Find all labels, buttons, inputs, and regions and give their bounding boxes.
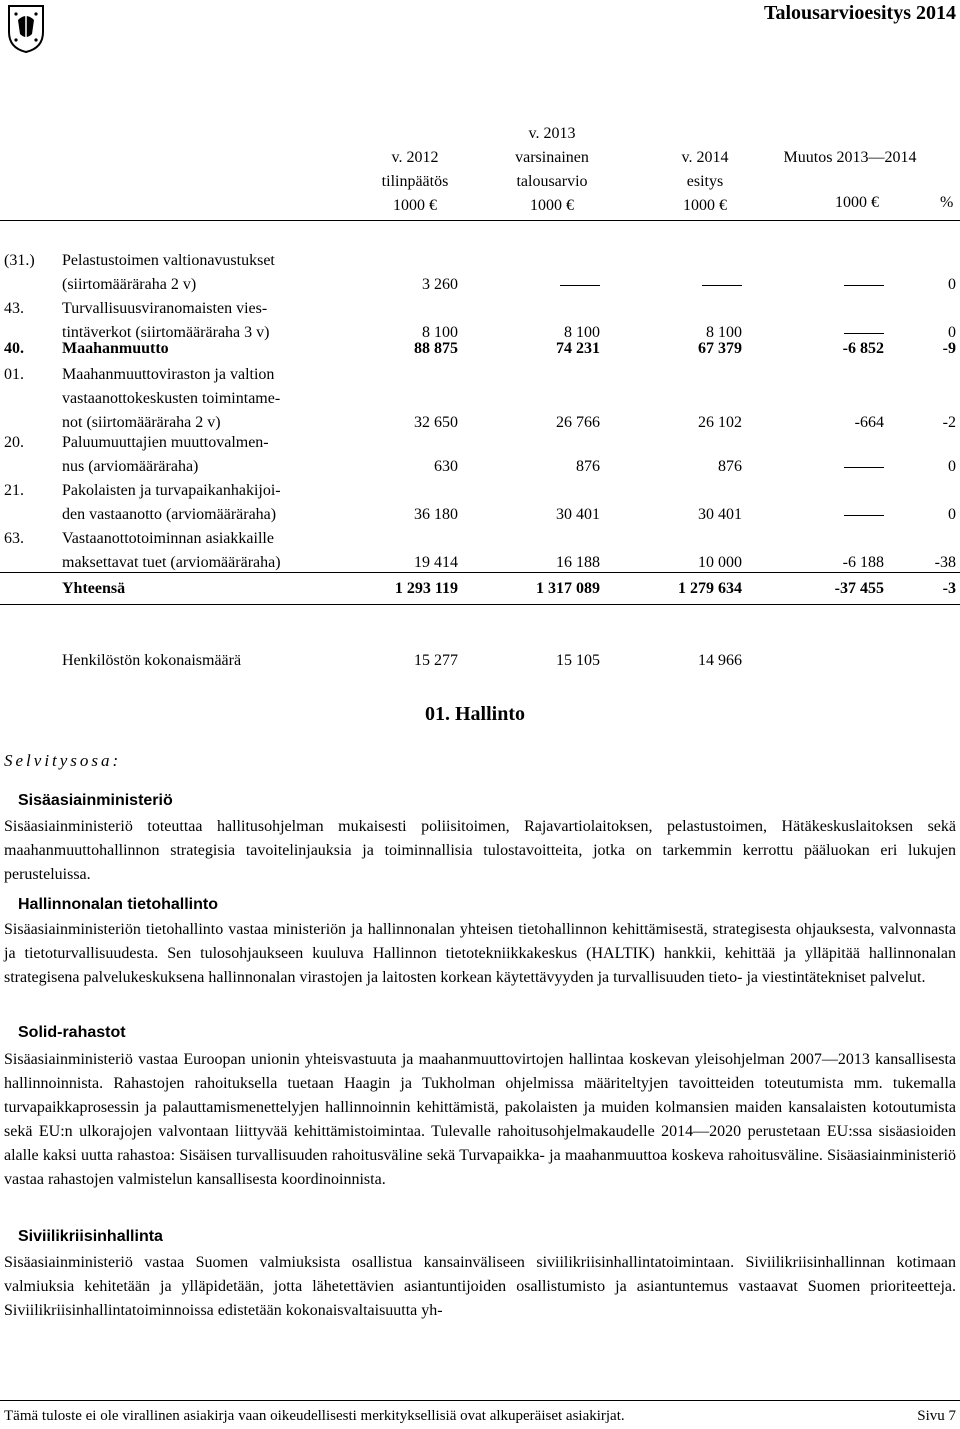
cell-2012: 19 414 [414,554,458,571]
total-2013: 1 317 089 [536,580,600,597]
cell-pct: -38 [934,554,956,571]
cell-2013: 26 766 [556,414,600,431]
row-label: Maahanmuuttoviraston ja valtion [62,366,275,383]
cell-2014 [702,276,742,294]
page-number: Sivu 7 [917,1408,956,1424]
row-label: vastaanottokeskusten toimintame- [62,390,281,407]
col-header-change-unit: 1000 € [835,194,879,211]
staff-2012: 15 277 [414,652,458,669]
cell-2013: 876 [576,458,600,475]
paragraph-solid-rahastot: Sisäasiainministeriö vastaa Euroopan unionin yhteisvastuuta ja maahanmuuttovirtojen hallintaa koskevan yleisohjelman 2007—2013 kansallisesta hallinnoinnista. Rahastojen rahoituksella tuetaan Haagin ja Tukholman ohjelmissa määriteltyjen tavoitteiden toteutumista mm. tukemalla turvapaikkaprosessin ja palauttamismenettelyjen hallinnoinnin kehittämistä, pakolaisten ja muiden kolmansien maiden kansalaisten kotoutumista sekä EU:n ulkorajojen valvontaan liittyvää kehittämistoimintaa. Tulevalle rahoitusohjelmakaudelle 2014—2020 perustetaan EU:ssa sisäasioiden alalle kaksi uutta rahastoa: Sisäisen turvallisuuden rahoitusväline sekä Turvapaikka- ja maahanmuuttoa koskeva rahoitusväline. Sisäasiainministeriö vastaa rahastojen valmistelun kansallisesta koordinoinnista. [4,1051,956,1188]
header-rule [0,220,960,221]
staff-2013: 15 105 [556,652,600,669]
cell-diff: -6 852 [842,340,884,357]
heading-solid-rahastot: Solid-rahastot [18,1024,126,1041]
dash-mark [702,285,742,286]
total-2012: 1 293 119 [394,580,458,597]
footer-rule [0,1400,960,1401]
cell-2014: 8 100 [706,324,742,341]
cell-diff [844,506,884,524]
coat-of-arms-logo [6,4,46,54]
heading-sisaasiainministerio: Sisäasiainministeriö [18,792,173,809]
row-label: (siirtomääräraha 2 v) [62,276,197,293]
cell-2012: 630 [434,458,458,475]
cell-2013: 16 188 [556,554,600,571]
row-number: 21. [4,482,24,499]
row-label: Vastaanottotoiminnan asiakkaille [62,530,274,547]
cell-2013: 30 401 [556,506,600,523]
cell-2014: 26 102 [698,414,742,431]
cell-2012: 8 100 [422,324,458,341]
cell-pct: 0 [948,276,956,293]
cell-2014: 67 379 [698,340,742,357]
cell-2014: 876 [718,458,742,475]
total-bottom-rule [0,604,960,605]
row-number: 63. [4,530,24,547]
heading-tietohallinto: Hallinnonalan tietohallinto [18,896,218,913]
cell-2012: 36 180 [414,506,458,523]
heading-siviilikriisinhallinta: Siviilikriisinhallinta [18,1228,163,1245]
cell-diff [844,458,884,476]
cell-diff [844,276,884,294]
cell-diff: -664 [854,414,884,431]
cell-2012: 3 260 [422,276,458,293]
row-label: Paluumuuttajien muuttovalmen- [62,434,269,451]
cell-2014: 10 000 [698,554,742,571]
row-number: 01. [4,366,24,383]
row-label: den vastaanotto (arviomääräraha) [62,506,277,523]
selvitysosa-label: Selvitysosa: [4,751,122,770]
paragraph-sisaasiainministerio: Sisäasiainministeriö toteuttaa hallitusohjelman mukaisesti poliisitoimen, Rajavartiolaitoksen, pelastustoimen, Hätäkeskuslaitoksen sekä maahanmuuttohallinnon strategisia tavoitelinjauksia ja toiminnallisia tulostavoitteita, jotka on tarkemmin kerrottu pääluokan eri lukujen perusteluissa. [4,818,956,883]
staff-label: Henkilöstön kokonaismäärä [62,652,242,669]
row-label: Turvallisuusviranomaisten vies- [62,300,268,317]
cell-pct: 0 [948,324,956,341]
row-label: Pakolaisten ja turvapaikanhakijoi- [62,482,281,499]
cell-2014: 30 401 [698,506,742,523]
row-label: Maahanmuutto [62,340,169,357]
paragraph-siviilikriisinhallinta: Sisäasiainministeriö vastaa Suomen valmiuksista osallistua kansainväliseen siviilikriisinhallintatoimintaan. Siviilikriisinhallinnan kotimaan valmiuksia kehitetään ja ylläpidetään, jotta lähetettävien asiantuntijoiden osallistumisto ja asiantuntemus vastaavat Suomen prioriteetteja. Siviilikriisinhallintatoiminnoissa edistetään kokonaisvaltaisuutta yh- [4,1254,956,1319]
row-number: (31.) [4,252,35,269]
col-header-2013: v. 2013 varsinainen talousarvio 1000 € [515,125,589,214]
total-pct: -3 [942,580,956,597]
dash-mark [844,467,884,468]
cell-2012: 88 875 [414,340,458,357]
cell-2012: 32 650 [414,414,458,431]
cell-2013 [560,276,600,294]
col-header-change: Muutos 2013—2014 [783,149,917,166]
cell-2013: 74 231 [556,340,600,357]
row-label: tintäverkot (siirtomääräraha 3 v) [62,324,270,341]
col-header-pct: % [940,194,954,211]
total-label: Yhteensä [62,580,126,597]
row-number: 43. [4,300,24,317]
col-header-2014: v. 2014 esitys 1000 € [681,149,729,214]
cell-pct: 0 [948,458,956,475]
footer-note: Tämä tuloste ei ole virallinen asiakirja vaan oikeudellisesti merkityksellisiä ovat alkuperäiset asiakirjat. [4,1408,625,1424]
row-label: maksettavat tuet (arviomääräraha) [62,554,281,571]
paragraph-tietohallinto: Sisäasiainministeriön tietohallinto vastaa ministeriön ja hallinnonalan yhteisen tietohallinnon kehittämisestä, strategisesta ohjauksesta, valvonnasta ja tietoturvallisuudesta. Sen tulosohjaukseen kuuluva Hallinnon tietotekniikkakeskus (HALTIK) hankkii, kehittää ja ylläpitää hallinnonalan strategisena palvelukeskuksena hallinnonalan virastojen ja laitosten korkean käytettävyyden ja turvallisuuden tieto- ja viestintätekniset palvelut. [4,921,956,986]
row-label: nus (arviomääräraha) [62,458,199,475]
total-top-rule [0,572,960,573]
cell-pct: -9 [942,340,956,357]
staff-2014: 14 966 [698,652,742,669]
dash-mark [844,285,884,286]
cell-pct: 0 [948,506,956,523]
cell-2013: 8 100 [564,324,600,341]
col-header-2012: v. 2012 tilinpäätös 1000 € [381,149,449,214]
cell-diff: -6 188 [842,554,884,571]
total-2014: 1 279 634 [678,580,742,597]
row-label: not (siirtomääräraha 2 v) [62,414,221,431]
dash-mark [844,515,884,516]
cell-pct: -2 [942,414,956,431]
section-title: 01. Hallinto [425,703,526,725]
row-number: 40. [4,340,24,357]
dash-mark [560,285,600,286]
row-number: 20. [4,434,24,451]
row-label: Pelastustoimen valtionavustukset [62,252,275,269]
document-title: Talousarvioesitys 2014 [763,2,956,24]
dash-mark [844,333,884,334]
total-diff: -37 455 [834,580,884,597]
